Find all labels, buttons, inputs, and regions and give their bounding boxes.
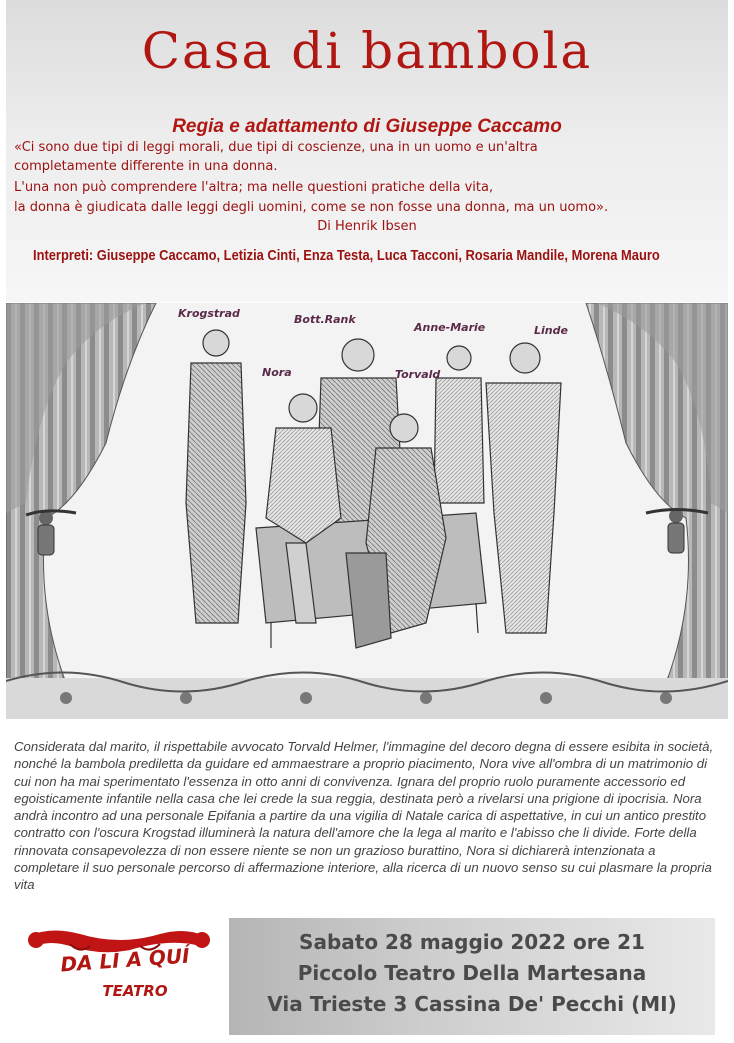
char-label-rank: Bott.Rank	[294, 313, 356, 326]
stage-drawing	[6, 303, 728, 719]
event-info-box	[229, 918, 715, 1035]
stage-illustration	[6, 303, 728, 719]
quote-line: L'una non può comprendere l'altra; ma nelle questioni pratiche della vita,	[14, 180, 494, 195]
char-label-torvald: Torvald	[395, 368, 441, 381]
quote-line: completamente differente in una donna.	[14, 159, 278, 174]
event-date: Sabato 28 maggio 2022 ore 21	[299, 930, 645, 954]
cast-list: Interpreti: Giuseppe Caccamo, Letizia Cinti, Enza Testa, Luca Tacconi, Rosaria Mandile, Morena Mauro	[33, 247, 660, 264]
theatre-logo	[20, 924, 220, 1024]
logo-text-main: DA LÍ A QUÍ	[59, 943, 191, 977]
synopsis-paragraph: Considerata dal marito, il rispettabile avvocato Torvald Helmer, l'immagine del decoro degna di essere esibita in società, nonché la bambola prediletta da guidare ed ammaestrare a proprio piacimento, Nora vive all'ombra di un matrimonio di cui non ha mai sperimentato l'essenza in otto anni di convivenza. Ignara del proprio ruolo puramente accessorio ed egoisticamente infantile nella casa che lei crede la sua reggia, destinata però a rivelarsi una prigione di ipocrisia. Nora andrà incontro ad una personale Epifania a partire da una vigilia di Natale carica di aspettative, in cui un antico prestito contratto con l'oscura Krogstad illuminerà la natura dell'amore che la lega al marito e l'abisso che li divide. Forte della rinnovata consapevolezza di non essere niente se non un grazioso burattino, Nora si dichiarerà intenzionata a completare il suo personale percorso di affermazione interiore, alla ricerca di un nuovo senso su cui plasmare la propria vita	[14, 739, 714, 893]
synopsis-text	[14, 738, 718, 894]
char-label-nora: Nora	[262, 366, 292, 379]
poster-subtitle: Regia e adattamento di Giuseppe Caccamo	[172, 116, 562, 137]
left-curtain	[6, 303, 156, 683]
event-venue: Piccolo Teatro Della Martesana	[297, 961, 647, 985]
quote-author: Di Henrik Ibsen	[317, 219, 417, 234]
char-label-anne-marie: Anne-Marie	[414, 321, 486, 334]
logo-text-sub: TEATRO	[102, 982, 168, 1000]
char-label-krogstrad: Krogstrad	[178, 307, 240, 320]
quote-line: la donna è giudicata dalle leggi degli uomini, come se non fosse una donna, ma un uomo».	[14, 200, 609, 215]
characters-group	[186, 330, 561, 648]
event-address: Via Trieste 3 Cassina De' Pecchi (MI)	[267, 992, 677, 1016]
poster-title: Casa di bambola	[141, 22, 593, 80]
char-label-linde: Linde	[534, 324, 568, 337]
right-curtain	[586, 303, 728, 683]
quote-line: «Ci sono due tipi di leggi morali, due tipi di coscienze, una in un uomo e un'altra	[14, 140, 538, 155]
